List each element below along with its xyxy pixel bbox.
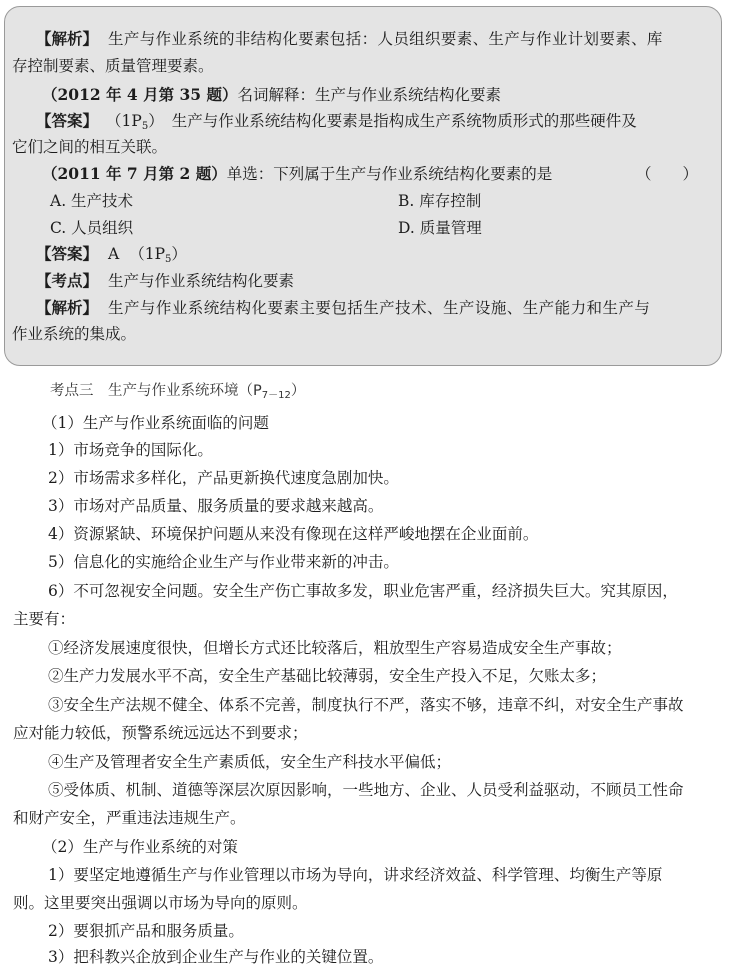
jiexi-tag: 【解析】 <box>36 298 99 317</box>
option-c: C. 人员组织 <box>50 219 134 237</box>
problem-6: 6）不可忽视安全问题。安全生产伤亡事故多发，职业危害严重，经济损失巨大。究其原因， <box>48 582 678 600</box>
question-head: （2012 年 4 月第 35 题） <box>42 85 238 104</box>
measure-1-cont: 则。这里要突出强调以市场为导向的原则。 <box>13 894 308 912</box>
option-d: D. 质量管理 <box>398 219 482 237</box>
kaodian-text: 生产与作业系统结构化要素 <box>108 272 295 290</box>
answer-blank: （ ） <box>636 165 699 183</box>
section-heading-sub: 7－12 <box>261 390 291 401</box>
cause-5-cont: 和财产安全，严重违法违规生产。 <box>13 809 246 827</box>
answer-value: A <box>108 245 120 263</box>
option-a: A. 生产技术 <box>50 192 134 210</box>
cause-5: ⑤受体质、机制、道德等深层次原因影响，一些地方、企业、人员受利益驱动，不顾员工性命 <box>48 781 684 799</box>
answer-2012 <box>36 110 637 132</box>
answer-2011 <box>36 243 187 265</box>
answer-ref-close: ） <box>171 245 187 263</box>
problem-2: 2）市场需求多样化，产品更新换代速度急剧加快。 <box>48 469 399 487</box>
measure-1: 1）要坚定地遵循生产与作业管理以市场为导向，讲求经济效益、科学管理、均衡生产等原 <box>48 866 663 884</box>
jiexi-1-cont: 存控制要素、质量管理要素。 <box>12 57 214 75</box>
cause-2: ②生产力发展水平不高，安全生产基础比较薄弱，安全生产投入不足，欠账太多； <box>48 667 607 685</box>
question-2012 <box>42 84 501 106</box>
jiexi-tag: 【解析】 <box>36 29 99 48</box>
jiexi-text: 生产与作业系统的非结构化要素包括：人员组织要素、生产与作业计划要素、库 <box>108 30 663 48</box>
answer-ref: （1P <box>129 245 166 263</box>
answer-ref: （1P <box>106 112 142 130</box>
measure-2: 2）要狠抓产品和服务质量。 <box>48 922 244 940</box>
problem-1: 1）市场竞争的国际化。 <box>48 441 213 459</box>
problem-6-cont: 主要有： <box>13 610 76 628</box>
question-text: 单选：下列属于生产与作业系统结构化要素的是 <box>226 165 553 183</box>
answer-tag: 【答案】 <box>36 111 99 130</box>
measure-3: 3）把科教兴企放到企业生产与作业的关键位置。 <box>48 948 384 966</box>
answer-ref-sub: 5 <box>165 254 172 265</box>
answer-ref-sub: 5 <box>141 121 149 132</box>
jiexi-2 <box>36 297 650 319</box>
kaodian-tag: 【考点】 <box>36 271 99 290</box>
section-heading <box>50 380 305 402</box>
problem-5: 5）信息化的实施给企业生产与作业带来新的冲击。 <box>48 553 399 571</box>
cause-3: ③安全生产法规不健全、体系不完善，制度执行不严，落实不够，违章不纠，对安全生产事故 <box>48 696 684 714</box>
problem-4: 4）资源紧缺、环境保护问题从来没有像现在这样严峻地摆在企业面前。 <box>48 525 539 543</box>
section-heading-text: 考点三 生产与作业系统环境（P <box>50 383 262 399</box>
subsection-measures: （2）生产与作业系统的对策 <box>42 838 238 856</box>
problem-3: 3）市场对产品质量、服务质量的要求越来越高。 <box>48 497 384 515</box>
answer-tag: 【答案】 <box>36 244 99 263</box>
question-text: 名词解释：生产与作业系统结构化要素 <box>237 86 501 104</box>
kaodian <box>36 270 294 292</box>
cause-1: ①经济发展速度很快，但增长方式还比较落后，粗放型生产容易造成安全生产事故； <box>48 639 622 657</box>
jiexi-1 <box>36 28 663 50</box>
question-2011 <box>42 163 552 185</box>
option-b: B. 库存控制 <box>398 192 482 210</box>
jiexi-text: 生产与作业系统结构化要素主要包括生产技术、生产设施、生产能力和生产与 <box>108 299 651 317</box>
answer-2012-cont: 它们之间的相互关联。 <box>12 138 168 156</box>
cause-3-cont: 应对能力较低，预警系统远远达不到要求； <box>13 724 308 742</box>
cause-4: ④生产及管理者安全生产素质低，安全生产科技水平偏低； <box>48 753 452 771</box>
answer-text: 生产与作业系统结构化要素是指构成生产系统物质形式的那些硬件及 <box>171 112 637 130</box>
section-heading-close: ） <box>290 383 306 399</box>
jiexi-2-cont: 作业系统的集成。 <box>12 325 137 343</box>
answer-ref-close: ） <box>148 112 164 130</box>
subsection-problems: （1）生产与作业系统面临的问题 <box>42 414 269 432</box>
question-head: （2011 年 7 月第 2 题） <box>42 164 227 183</box>
